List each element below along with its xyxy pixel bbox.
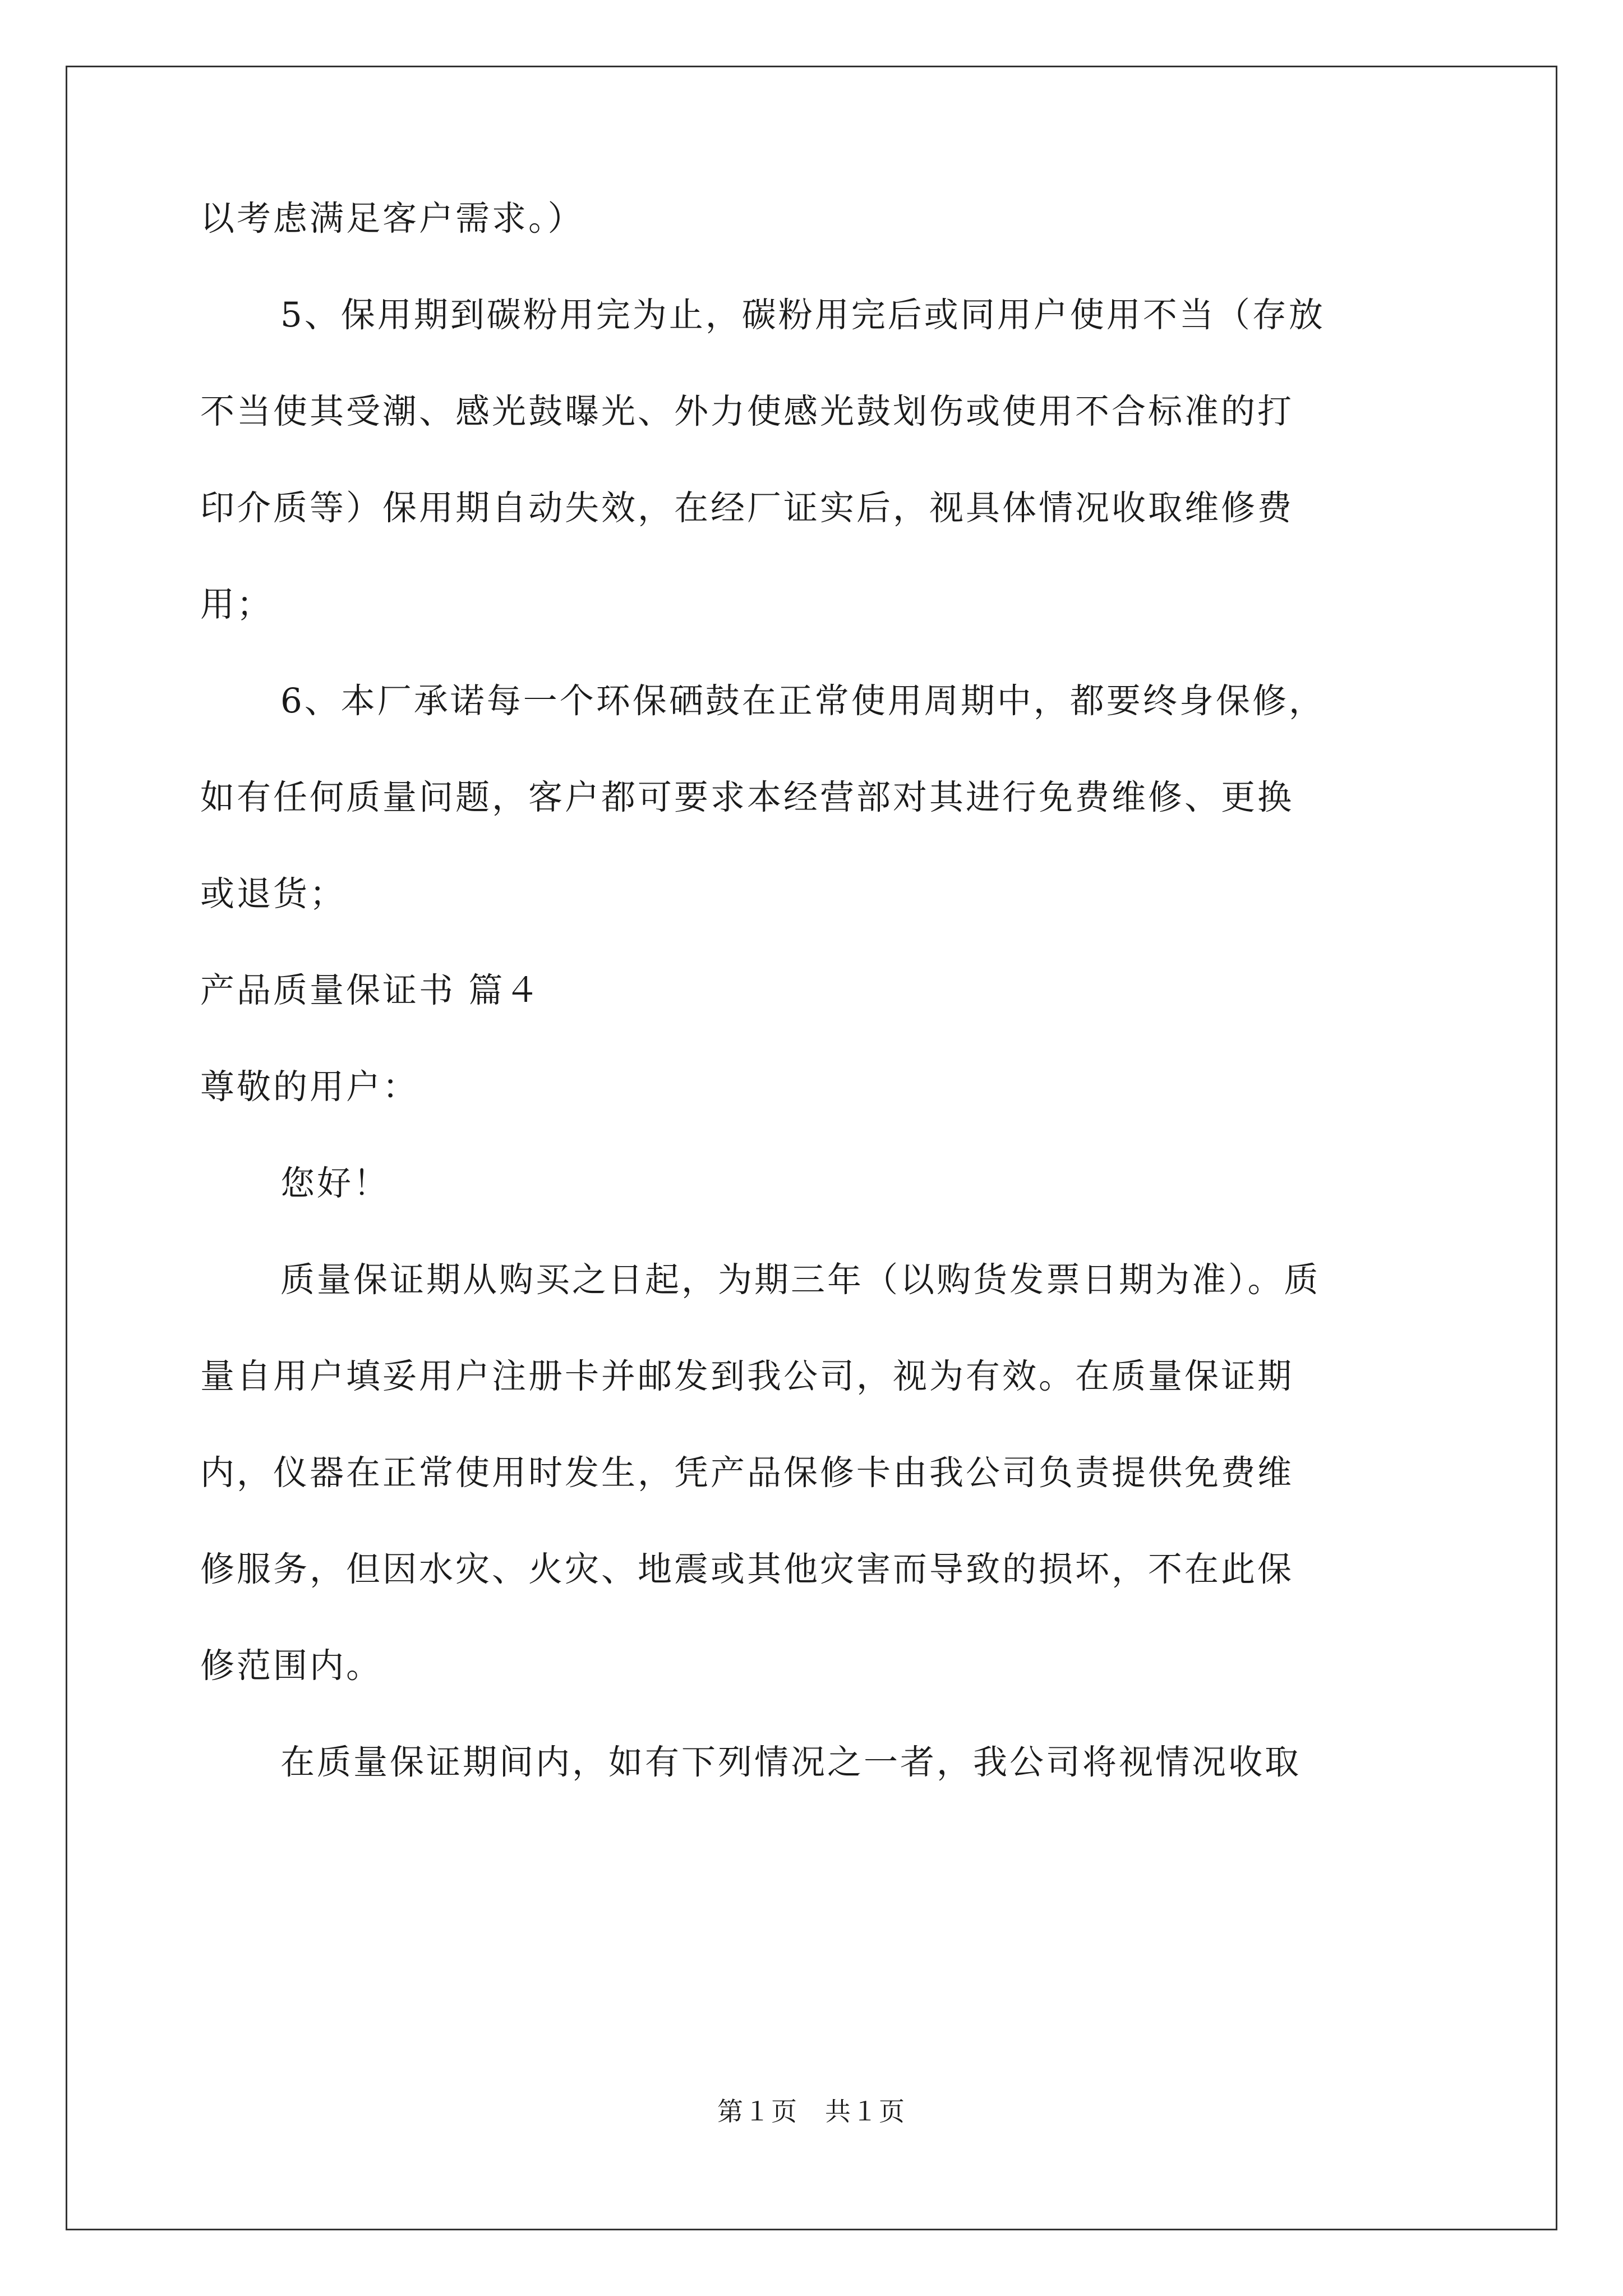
text-line: 内，仪器在正常使用时发生，凭产品保修卡由我公司负责提供免费维: [200, 1453, 1294, 1493]
text-line: 尊敬的用户：: [200, 1067, 419, 1107]
paragraph-warranty-period: [200, 1252, 1434, 1694]
text-line: 修范围内。: [200, 1646, 383, 1686]
text-line: 5、保用期到碳粉用完为止，碳粉用完后或同用户使用不当（存放: [280, 295, 1325, 335]
greeting: [200, 1156, 1434, 1212]
text-line: 量自用户填妥用户注册卡并邮发到我公司，视为有效。在质量保证期: [200, 1356, 1294, 1396]
paragraph-exceptions: [200, 1734, 1434, 1791]
paragraph-item-6: [200, 673, 1434, 922]
text-line: 不当使其受潮、感光鼓曝光、外力使感光鼓划伤或使用不合标准的打: [200, 392, 1294, 431]
text-line: 6、本厂承诺每一个环保硒鼓在正常使用周期中，都要终身保修，: [280, 681, 1325, 721]
document-body: [200, 191, 1434, 1831]
text-line: 您好！: [280, 1163, 390, 1203]
section-heading: [200, 963, 1434, 1019]
text-line: 质量保证期从购买之日起，为期三年（以购货发票日期为准）。质: [280, 1260, 1321, 1300]
salutation: [200, 1059, 1434, 1115]
text-line: 或退货；: [200, 874, 347, 914]
heading-text: 产品质量保证书 篇４: [200, 970, 542, 1010]
text-line: 如有任何质量问题，客户都可要求本经营部对其进行免费维修、更换: [200, 777, 1294, 817]
page-footer: 第１页 共１页: [717, 2096, 906, 2127]
paragraph-item-5: [200, 287, 1434, 633]
text-line: 印介质等）保用期自动失效，在经厂证实后，视具体情况收取维修费: [200, 488, 1294, 528]
paragraph-continuation: [200, 191, 1434, 247]
text-line: 以考虑满足客户需求。）: [200, 199, 584, 238]
text-line: 在质量保证期间内，如有下列情况之一者，我公司将视情况收取: [280, 1742, 1302, 1782]
text-line: 用；: [200, 585, 274, 624]
text-line: 修服务，但因水灾、火灾、地震或其他灾害而导致的损坏，不在此保: [200, 1549, 1294, 1589]
